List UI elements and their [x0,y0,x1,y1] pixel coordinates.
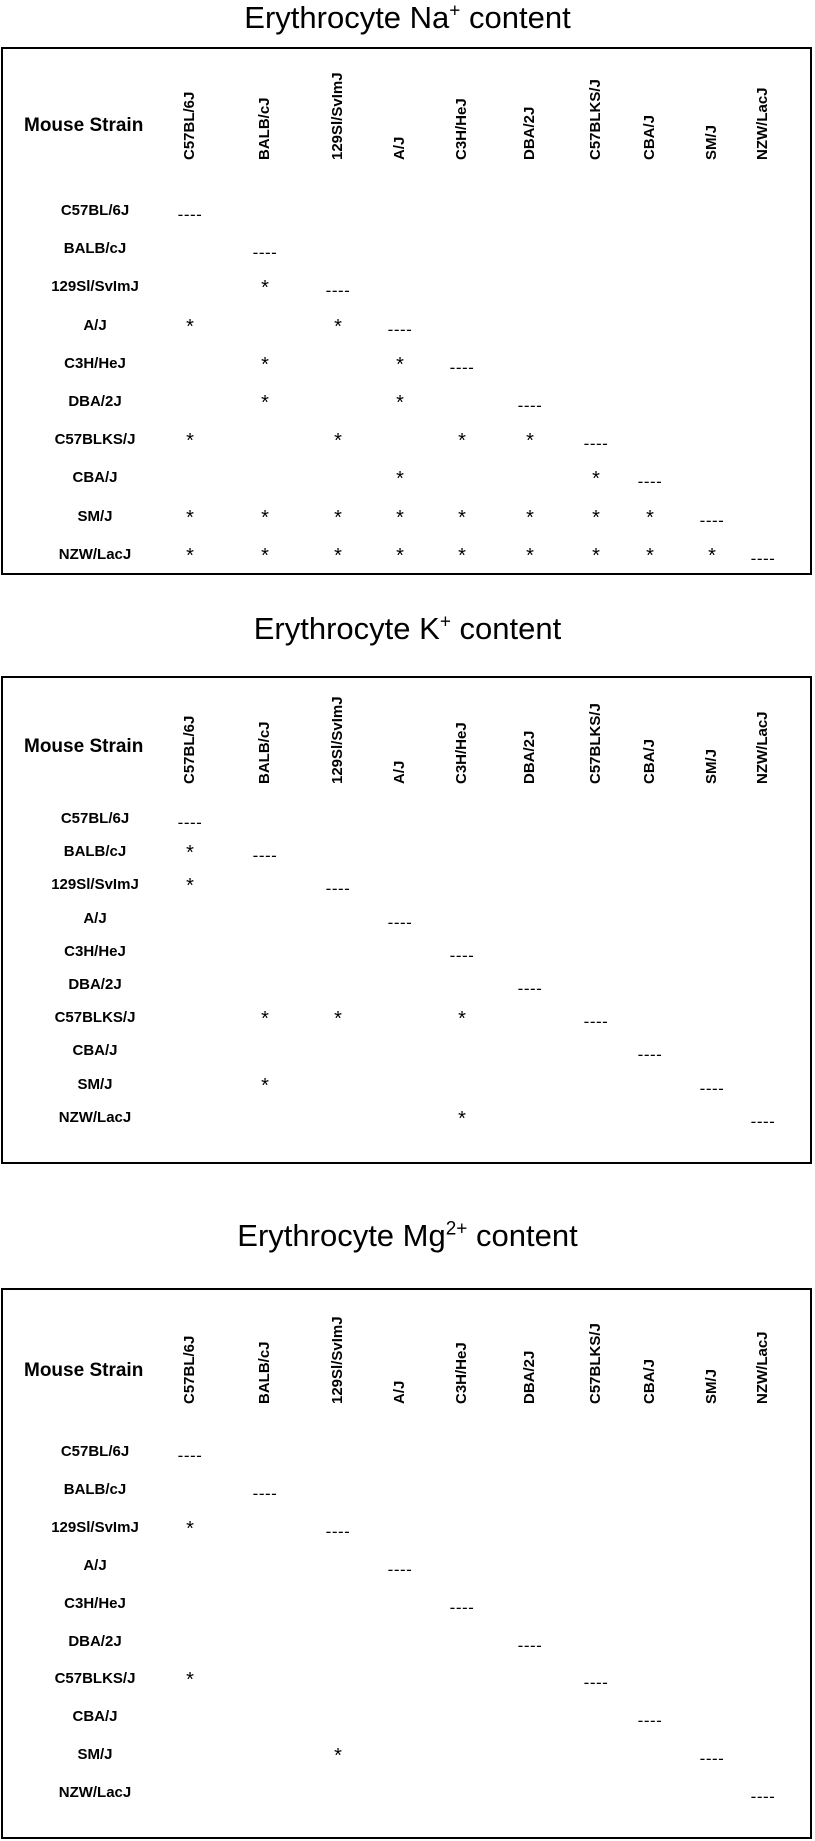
column-header-label: C57BLKS/J [587,79,604,160]
row-header-label: DBA/2J [68,393,122,410]
row-header-label: C57BL/6J [60,810,130,827]
column-header-label: C57BLKS/J [587,703,604,784]
column-header-label: A/J [391,136,408,160]
row-header-label: C57BLKS/J [54,1009,136,1027]
column-header-label: BALB/cJ [256,721,273,784]
significance-marker: * [261,544,269,567]
column-header-label: NZW/LacJ [754,711,771,784]
row-header-label: C3H/HeJ [64,354,126,372]
row-header-label: C3H/HeJ [64,1594,126,1612]
row-header-label: A/J [83,909,107,927]
column-header-label: C3H/HeJ [453,1342,470,1404]
row-header-label: BALB/cJ [63,843,127,861]
self-comparison-dash: ---- [637,472,663,492]
column-header-label: 129Sl/SvImJ [329,72,346,160]
row-header-label: C57BL/6J [60,1443,130,1460]
self-comparison-dash: ---- [699,510,725,530]
column-header-label: 129Sl/SvImJ [329,696,346,784]
self-comparison-dash: ---- [583,434,609,454]
self-comparison-dash: ---- [325,879,351,899]
row-header-label: A/J [83,316,107,334]
self-comparison-dash: ---- [252,1483,278,1503]
panel-title-na [0,0,815,36]
significance-marker: * [396,544,404,567]
row-header-label: SM/J [77,507,113,525]
self-comparison-dash: ---- [177,1446,203,1465]
significance-marker: * [646,506,654,529]
self-comparison-dash: ---- [387,1559,413,1579]
row-header-label: CBA/J [72,1042,118,1060]
panel-title-main: Erythrocyte Na [244,0,450,35]
significance-marker: * [186,315,194,338]
row-header-label: 129Sl/SvImJ [51,278,139,296]
self-comparison-dash: ---- [637,1711,663,1731]
column-header-label: NZW/LacJ [754,1331,771,1404]
self-comparison-dash: ---- [517,1635,543,1655]
column-header-label: NZW/LacJ [754,87,771,160]
significance-marker: * [186,842,194,865]
self-comparison-dash: ---- [387,912,413,932]
row-header-label: DBA/2J [68,1632,122,1650]
row-header-label: DBA/2J [68,976,122,993]
significance-marker: * [458,1107,466,1130]
panel-title-sup: 2+ [445,1218,468,1240]
column-header-label: CBA/J [641,738,658,784]
self-comparison-dash: ---- [583,1012,609,1032]
row-header-label: 129Sl/SvImJ [51,876,139,894]
column-header-label: A/J [391,1380,408,1404]
column-header-label: 129Sl/SvImJ [329,1316,346,1404]
significance-marker: * [186,1517,194,1540]
self-comparison-dash: ---- [177,205,203,224]
row-header-label: C57BL/6J [60,202,130,219]
significance-marker: * [334,506,342,529]
self-comparison-dash: ---- [252,243,278,263]
column-header-label: SM/J [703,1368,720,1404]
column-header-label: DBA/2J [521,730,538,784]
column-header-label: C57BL/6J [181,1335,198,1404]
significance-marker: * [334,1008,342,1031]
significance-marker: * [186,1669,194,1692]
row-header-label: C57BLKS/J [54,1670,136,1688]
column-header-label: C57BL/6J [181,715,198,784]
self-comparison-dash: ---- [583,1673,609,1693]
mouse-strain-header: Mouse Strain [24,1360,144,1381]
column-header-label: SM/J [703,748,720,784]
row-header-label: NZW/LacJ [58,1784,132,1802]
significance-marker: * [261,1008,269,1031]
row-header-label: BALB/cJ [63,1480,127,1498]
self-comparison-dash: ---- [325,281,351,301]
significance-marker: * [396,353,404,376]
row-header-label: A/J [83,1556,107,1574]
column-header-label: CBA/J [641,114,658,160]
significance-marker: * [396,392,404,414]
column-header-label: C3H/HeJ [453,98,470,160]
column-header-label: A/J [391,760,408,784]
significance-marker: * [708,544,716,567]
self-comparison-dash: ---- [449,945,475,965]
significance-marker: * [186,430,194,453]
significance-marker: * [186,875,194,898]
self-comparison-dash: ---- [325,1521,351,1541]
self-comparison-dash: ---- [517,979,543,998]
row-header-label: 129Sl/SvImJ [51,1518,139,1536]
significance-marker: * [334,544,342,567]
panel-title-k [0,611,815,647]
row-header-label: CBA/J [72,1708,118,1726]
significance-marker: * [592,544,600,567]
row-header-label: C3H/HeJ [64,942,126,960]
column-header-label: C57BLKS/J [587,1323,604,1404]
significance-marker: * [186,544,194,567]
self-comparison-dash: ---- [699,1078,725,1098]
mouse-strain-header: Mouse Strain [24,115,144,136]
panel-title-sup: + [439,611,451,633]
self-comparison-dash: ---- [449,357,475,377]
column-header-label: C3H/HeJ [453,722,470,784]
significance-marker: * [592,468,600,491]
significance-marker: * [261,506,269,529]
significance-marker: * [458,430,466,453]
self-comparison-dash: ---- [637,1045,663,1065]
panel-title-main: Erythrocyte Mg [237,1218,446,1253]
significance-marker: * [261,353,269,376]
panel-title-sup: + [449,0,461,22]
significance-marker: * [458,544,466,567]
row-header-label: C57BLKS/J [54,431,136,449]
self-comparison-dash: ---- [750,548,776,568]
significance-marker: * [261,392,269,414]
panel-title-tail: content [467,1218,578,1253]
significance-marker: * [646,544,654,567]
self-comparison-dash: ---- [750,1787,776,1807]
column-header-label: SM/J [703,124,720,160]
column-header-label: C57BL/6J [181,91,198,160]
self-comparison-dash: ---- [177,813,203,832]
significance-marker: * [261,1074,269,1097]
significance-marker: * [334,1745,342,1768]
significance-marker: * [334,430,342,453]
column-header-label: BALB/cJ [256,1341,273,1404]
significance-marker: * [396,506,404,529]
panel-title-tail: content [460,0,571,35]
significance-marker: * [334,315,342,338]
panel-title-mg [0,1218,815,1254]
panel-title-tail: content [450,611,562,646]
significance-marker: * [458,1008,466,1031]
self-comparison-dash: ---- [517,396,543,415]
significance-marker: * [261,277,269,300]
panel-title-main: Erythrocyte K [253,611,440,646]
significance-marker: * [526,506,534,529]
self-comparison-dash: ---- [750,1111,776,1131]
significance-marker: * [186,506,194,529]
significance-marker: * [526,430,534,453]
significance-marker: * [396,468,404,491]
row-header-label: SM/J [77,1075,113,1093]
self-comparison-dash: ---- [449,1597,475,1617]
column-header-label: BALB/cJ [256,97,273,160]
row-header-label: NZW/LacJ [58,1108,132,1126]
significance-marker: * [592,506,600,529]
mouse-strain-header: Mouse Strain [24,736,144,757]
self-comparison-dash: ---- [387,319,413,339]
row-header-label: SM/J [77,1746,113,1764]
column-header-label: DBA/2J [521,1350,538,1404]
significance-marker: * [458,506,466,529]
self-comparison-dash: ---- [699,1749,725,1769]
row-header-label: BALB/cJ [63,240,127,258]
column-header-label: CBA/J [641,1358,658,1404]
row-header-label: CBA/J [72,469,118,487]
column-header-label: DBA/2J [521,106,538,160]
row-header-label: NZW/LacJ [58,545,132,563]
self-comparison-dash: ---- [252,846,278,866]
significance-marker: * [526,544,534,567]
